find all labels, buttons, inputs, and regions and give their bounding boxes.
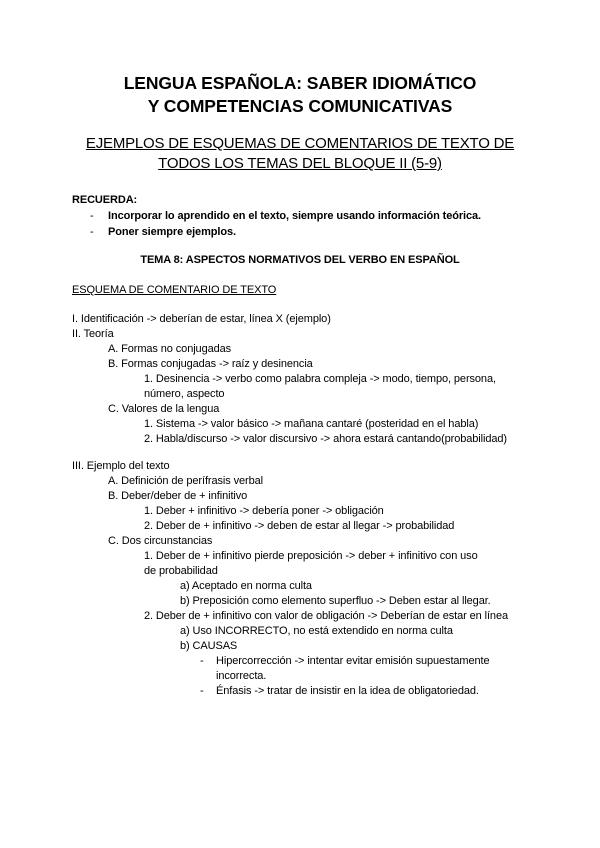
- recuerda-heading: RECUERDA:: [72, 194, 138, 206]
- causas-bullet-2: -: [200, 685, 204, 697]
- outline-section-2b1-line-2: número, aspecto: [144, 388, 225, 400]
- causas-item-1-line-2: incorrecta.: [216, 670, 267, 682]
- outline-section-3c1a: a) Aceptado en norma culta: [180, 580, 312, 592]
- outline-section-1: I. Identificación -> deberían de estar, línea X (ejemplo): [72, 313, 331, 325]
- outline-section-2c2: 2. Habla/discurso -> valor discursivo -> ahora estará cantando(probabilidad): [144, 433, 507, 445]
- document-title-line-2: Y COMPETENCIAS COMUNICATIVAS: [147, 96, 453, 116]
- document-title-line-1: LENGUA ESPAÑOLA: SABER IDIOMÁTICO: [123, 73, 477, 93]
- causas-item-2: Énfasis -> tratar de insistir en la idea de obligatoriedad.: [216, 685, 479, 697]
- outline-section-3c1b: b) Preposición como elemento superfluo -> Deben estar al llegar.: [180, 595, 491, 607]
- outline-section-3c2a: a) Uso INCORRECTO, no está extendido en norma culta: [180, 625, 453, 637]
- esquema-heading: ESQUEMA DE COMENTARIO DE TEXTO: [72, 284, 277, 296]
- outline-section-3c2: 2. Deber de + infinitivo con valor de obligación -> Deberían de estar en línea: [144, 610, 508, 622]
- document-subtitle-line-2: TODOS LOS TEMAS DEL BLOQUE II (5-9): [158, 155, 442, 172]
- outline-section-3c1-line-2: de probabilidad: [144, 565, 218, 577]
- outline-section-2c1: 1. Sistema -> valor básico -> mañana cantaré (posteridad en el habla): [144, 418, 479, 430]
- outline-section-2b1-line-1: 1. Desinencia -> verbo como palabra compleja -> modo, tiempo, persona,: [144, 373, 496, 385]
- recuerda-bullet-2: -: [90, 226, 94, 238]
- outline-section-3c2b: b) CAUSAS: [180, 640, 238, 652]
- outline-section-3: III. Ejemplo del texto: [72, 460, 170, 472]
- outline-section-2: II. Teoría: [72, 328, 114, 340]
- outline-section-2a: A. Formas no conjugadas: [108, 343, 232, 355]
- recuerda-item-1: Incorporar lo aprendido en el texto, siempre usando información teórica.: [108, 210, 481, 222]
- outline-section-2c: C. Valores de la lengua: [108, 403, 220, 415]
- outline-section-3a: A. Definición de perífrasis verbal: [108, 475, 263, 487]
- outline-section-3b2: 2. Deber de + infinitivo -> deben de estar al llegar -> probabilidad: [144, 520, 455, 532]
- outline-section-2b: B. Formas conjugadas -> raíz y desinencia: [108, 358, 313, 370]
- causas-bullet-1: -: [200, 655, 204, 667]
- causas-item-1-line-1: Hipercorrección -> intentar evitar emisión supuestamente: [216, 655, 490, 667]
- outline-section-3c: C. Dos circunstancias: [108, 535, 213, 547]
- outline-section-3b: B. Deber/deber de + infinitivo: [108, 490, 248, 502]
- tema-heading: TEMA 8: ASPECTOS NORMATIVOS DEL VERBO EN ESPAÑOL: [140, 254, 460, 266]
- outline-section-3c1-line-1: 1. Deber de + infinitivo pierde preposición -> deber + infinitivo con uso: [144, 550, 478, 562]
- document-subtitle-line-1: EJEMPLOS DE ESQUEMAS DE COMENTARIOS DE TEXTO DE: [85, 135, 515, 152]
- recuerda-bullet-1: -: [90, 210, 94, 222]
- outline-section-3b1: 1. Deber + infinitivo -> debería poner -> obligación: [144, 505, 384, 517]
- recuerda-item-2: Poner siempre ejemplos.: [108, 226, 236, 238]
